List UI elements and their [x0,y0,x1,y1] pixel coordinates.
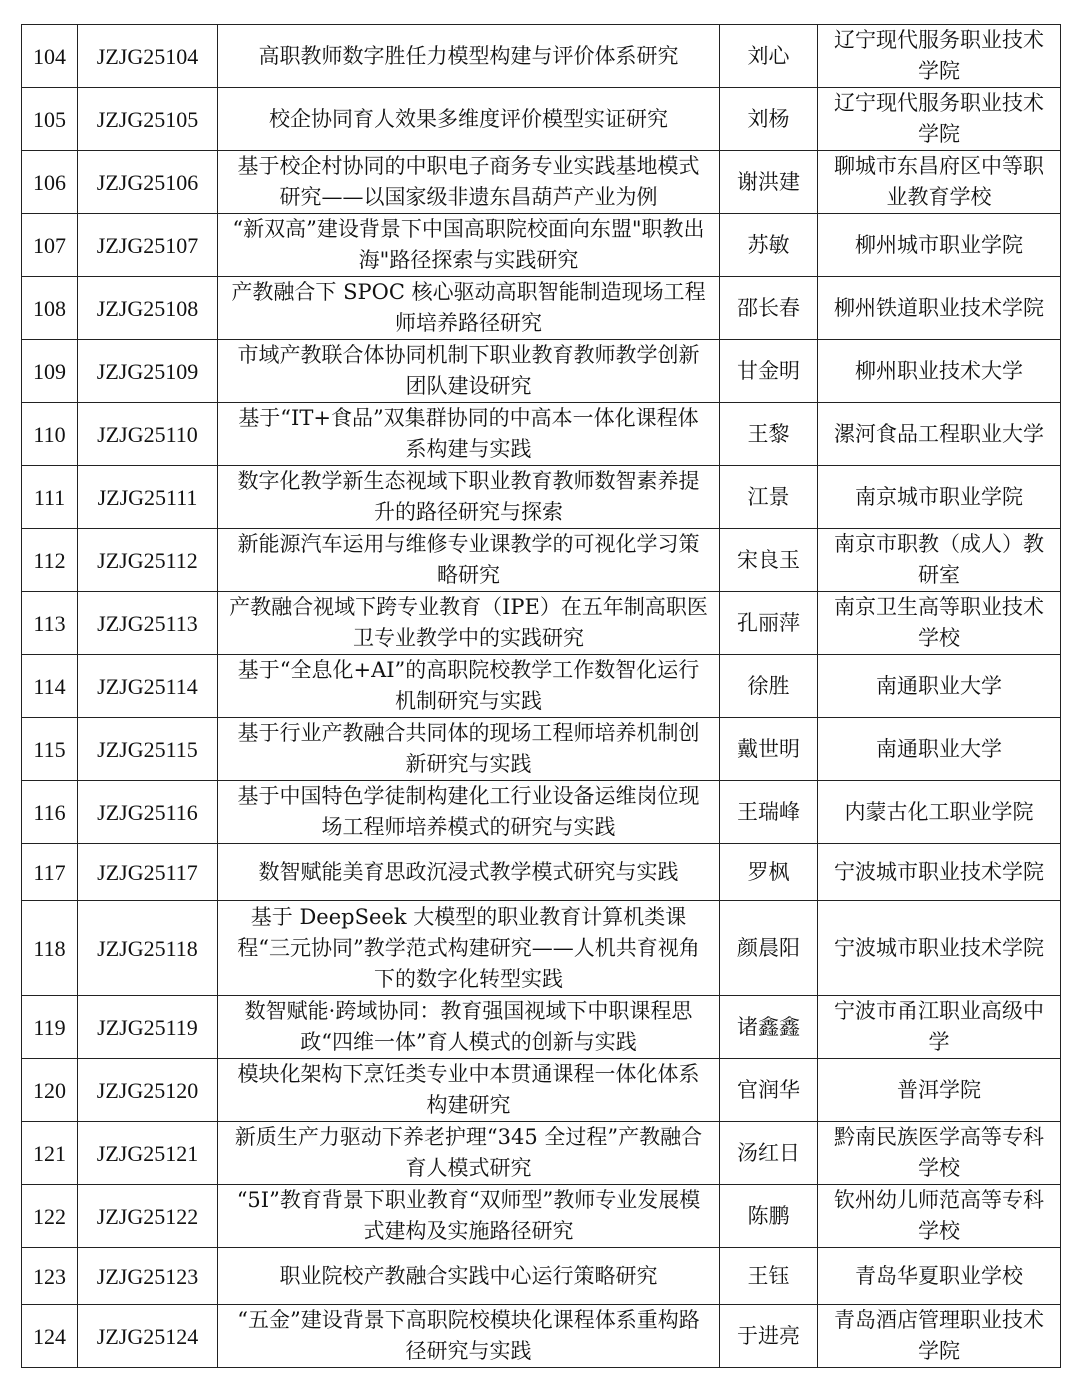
project-title: 数智赋能·跨域协同：教育强国视域下中职课程思政“四维一体”育人模式的创新与实践 [218,996,720,1059]
table-row [22,1122,1061,1185]
row-number: 112 [22,529,78,592]
row-number: 106 [22,151,78,214]
project-unit: 辽宁现代服务职业技术学院 [818,88,1061,151]
table-row [22,88,1061,151]
project-title: 数智赋能美育思政沉浸式教学模式研究与实践 [218,844,720,901]
project-leader: 徐胜 [720,655,818,718]
project-code: JZJG25113 [78,592,218,655]
project-code: JZJG25105 [78,88,218,151]
project-code: JZJG25110 [78,403,218,466]
project-title: 基于“IT+食品”双集群协同的中高本一体化课程体系构建与实践 [218,403,720,466]
table-row [22,403,1061,466]
table-row [22,901,1061,996]
row-number: 123 [22,1248,78,1305]
project-unit: 宁波市甬江职业高级中学 [818,996,1061,1059]
project-title: 职业院校产教融合实践中心运行策略研究 [218,1248,720,1305]
project-unit: 柳州铁道职业技术学院 [818,277,1061,340]
project-code: JZJG25122 [78,1185,218,1248]
project-title: 产教融合视域下跨专业教育（IPE）在五年制高职医卫专业教学中的实践研究 [218,592,720,655]
project-code: JZJG25115 [78,718,218,781]
project-title: “新双高”建设背景下中国高职院校面向东盟"职教出海"路径探索与实践研究 [218,214,720,277]
project-title: 高职教师数字胜任力模型构建与评价体系研究 [218,25,720,88]
project-title: 新能源汽车运用与维修专业课教学的可视化学习策略研究 [218,529,720,592]
table-row [22,1059,1061,1122]
project-title: 基于校企村协同的中职电子商务专业实践基地模式研究——以国家级非遗东昌葫芦产业为例 [218,151,720,214]
project-leader: 孔丽萍 [720,592,818,655]
row-number: 124 [22,1305,78,1368]
project-table [21,24,1061,1368]
project-title: 基于“全息化+AI”的高职院校教学工作数智化运行机制研究与实践 [218,655,720,718]
project-unit: 柳州城市职业学院 [818,214,1061,277]
project-leader: 罗枫 [720,844,818,901]
row-number: 121 [22,1122,78,1185]
project-leader: 江景 [720,466,818,529]
project-code: JZJG25108 [78,277,218,340]
project-code: JZJG25123 [78,1248,218,1305]
project-leader: 陈鹏 [720,1185,818,1248]
project-leader: 官润华 [720,1059,818,1122]
row-number: 104 [22,25,78,88]
project-unit: 内蒙古化工职业学院 [818,781,1061,844]
project-unit: 南京市职教（成人）教研室 [818,529,1061,592]
project-unit: 普洱学院 [818,1059,1061,1122]
project-code: JZJG25104 [78,25,218,88]
row-number: 110 [22,403,78,466]
project-title: “5I”教育背景下职业教育“双师型”教师专业发展模式建构及实施路径研究 [218,1185,720,1248]
row-number: 113 [22,592,78,655]
row-number: 105 [22,88,78,151]
table-row [22,1185,1061,1248]
project-code: JZJG25119 [78,996,218,1059]
row-number: 122 [22,1185,78,1248]
project-code: JZJG25116 [78,781,218,844]
project-leader: 戴世明 [720,718,818,781]
table-row [22,592,1061,655]
project-title: 基于 DeepSeek 大模型的职业教育计算机类课程“三元协同”教学范式构建研究——人机共育视角下的数字化转型实践 [218,901,720,996]
project-unit: 青岛华夏职业学校 [818,1248,1061,1305]
row-number: 109 [22,340,78,403]
table-row [22,466,1061,529]
project-leader: 刘杨 [720,88,818,151]
table-row [22,151,1061,214]
project-leader: 谢洪建 [720,151,818,214]
project-title: 校企协同育人效果多维度评价模型实证研究 [218,88,720,151]
project-unit: 南通职业大学 [818,655,1061,718]
project-code: JZJG25124 [78,1305,218,1368]
project-leader: 苏敏 [720,214,818,277]
table-row [22,214,1061,277]
table-row [22,277,1061,340]
table-row [22,1305,1061,1368]
project-title: 基于中国特色学徒制构建化工行业设备运维岗位现场工程师培养模式的研究与实践 [218,781,720,844]
project-table-body [22,25,1061,1368]
project-code: JZJG25109 [78,340,218,403]
project-code: JZJG25112 [78,529,218,592]
project-title: 市域产教联合体协同机制下职业教育教师教学创新团队建设研究 [218,340,720,403]
table-row [22,1248,1061,1305]
project-unit: 宁波城市职业技术学院 [818,901,1061,996]
project-leader: 甘金明 [720,340,818,403]
row-number: 117 [22,844,78,901]
table-row [22,340,1061,403]
project-unit: 南京城市职业学院 [818,466,1061,529]
project-leader: 汤红日 [720,1122,818,1185]
project-unit: 南京卫生高等职业技术学校 [818,592,1061,655]
project-leader: 宋良玉 [720,529,818,592]
project-code: JZJG25114 [78,655,218,718]
project-title: 模块化架构下烹饪类专业中本贯通课程一体化体系构建研究 [218,1059,720,1122]
row-number: 120 [22,1059,78,1122]
project-title: 数字化教学新生态视域下职业教育教师数智素养提升的路径研究与探索 [218,466,720,529]
row-number: 114 [22,655,78,718]
table-row [22,655,1061,718]
project-unit: 柳州职业技术大学 [818,340,1061,403]
project-title: “五金”建设背景下高职院校模块化课程体系重构路径研究与实践 [218,1305,720,1368]
project-leader: 颜晨阳 [720,901,818,996]
row-number: 118 [22,901,78,996]
project-code: JZJG25120 [78,1059,218,1122]
table-row [22,529,1061,592]
project-unit: 辽宁现代服务职业技术学院 [818,25,1061,88]
project-code: JZJG25118 [78,901,218,996]
project-code: JZJG25121 [78,1122,218,1185]
row-number: 111 [22,466,78,529]
table-row [22,844,1061,901]
project-leader: 于进亮 [720,1305,818,1368]
project-unit: 宁波城市职业技术学院 [818,844,1061,901]
table-row [22,996,1061,1059]
project-code: JZJG25106 [78,151,218,214]
row-number: 116 [22,781,78,844]
project-code: JZJG25111 [78,466,218,529]
project-leader: 王黎 [720,403,818,466]
row-number: 108 [22,277,78,340]
project-unit: 钦州幼儿师范高等专科学校 [818,1185,1061,1248]
project-unit: 南通职业大学 [818,718,1061,781]
table-row [22,781,1061,844]
project-leader: 诸鑫鑫 [720,996,818,1059]
project-leader: 王钰 [720,1248,818,1305]
project-title: 产教融合下 SPOC 核心驱动高职智能制造现场工程师培养路径研究 [218,277,720,340]
project-title: 新质生产力驱动下养老护理“345 全过程”产教融合育人模式研究 [218,1122,720,1185]
table-row [22,25,1061,88]
row-number: 119 [22,996,78,1059]
project-unit: 聊城市东昌府区中等职业教育学校 [818,151,1061,214]
project-leader: 王瑞峰 [720,781,818,844]
table-row [22,718,1061,781]
project-leader: 刘心 [720,25,818,88]
row-number: 107 [22,214,78,277]
row-number: 115 [22,718,78,781]
project-leader: 邵长春 [720,277,818,340]
project-title: 基于行业产教融合共同体的现场工程师培养机制创新研究与实践 [218,718,720,781]
project-code: JZJG25117 [78,844,218,901]
project-unit: 青岛酒店管理职业技术学院 [818,1305,1061,1368]
project-code: JZJG25107 [78,214,218,277]
project-unit: 黔南民族医学高等专科学校 [818,1122,1061,1185]
project-unit: 漯河食品工程职业大学 [818,403,1061,466]
